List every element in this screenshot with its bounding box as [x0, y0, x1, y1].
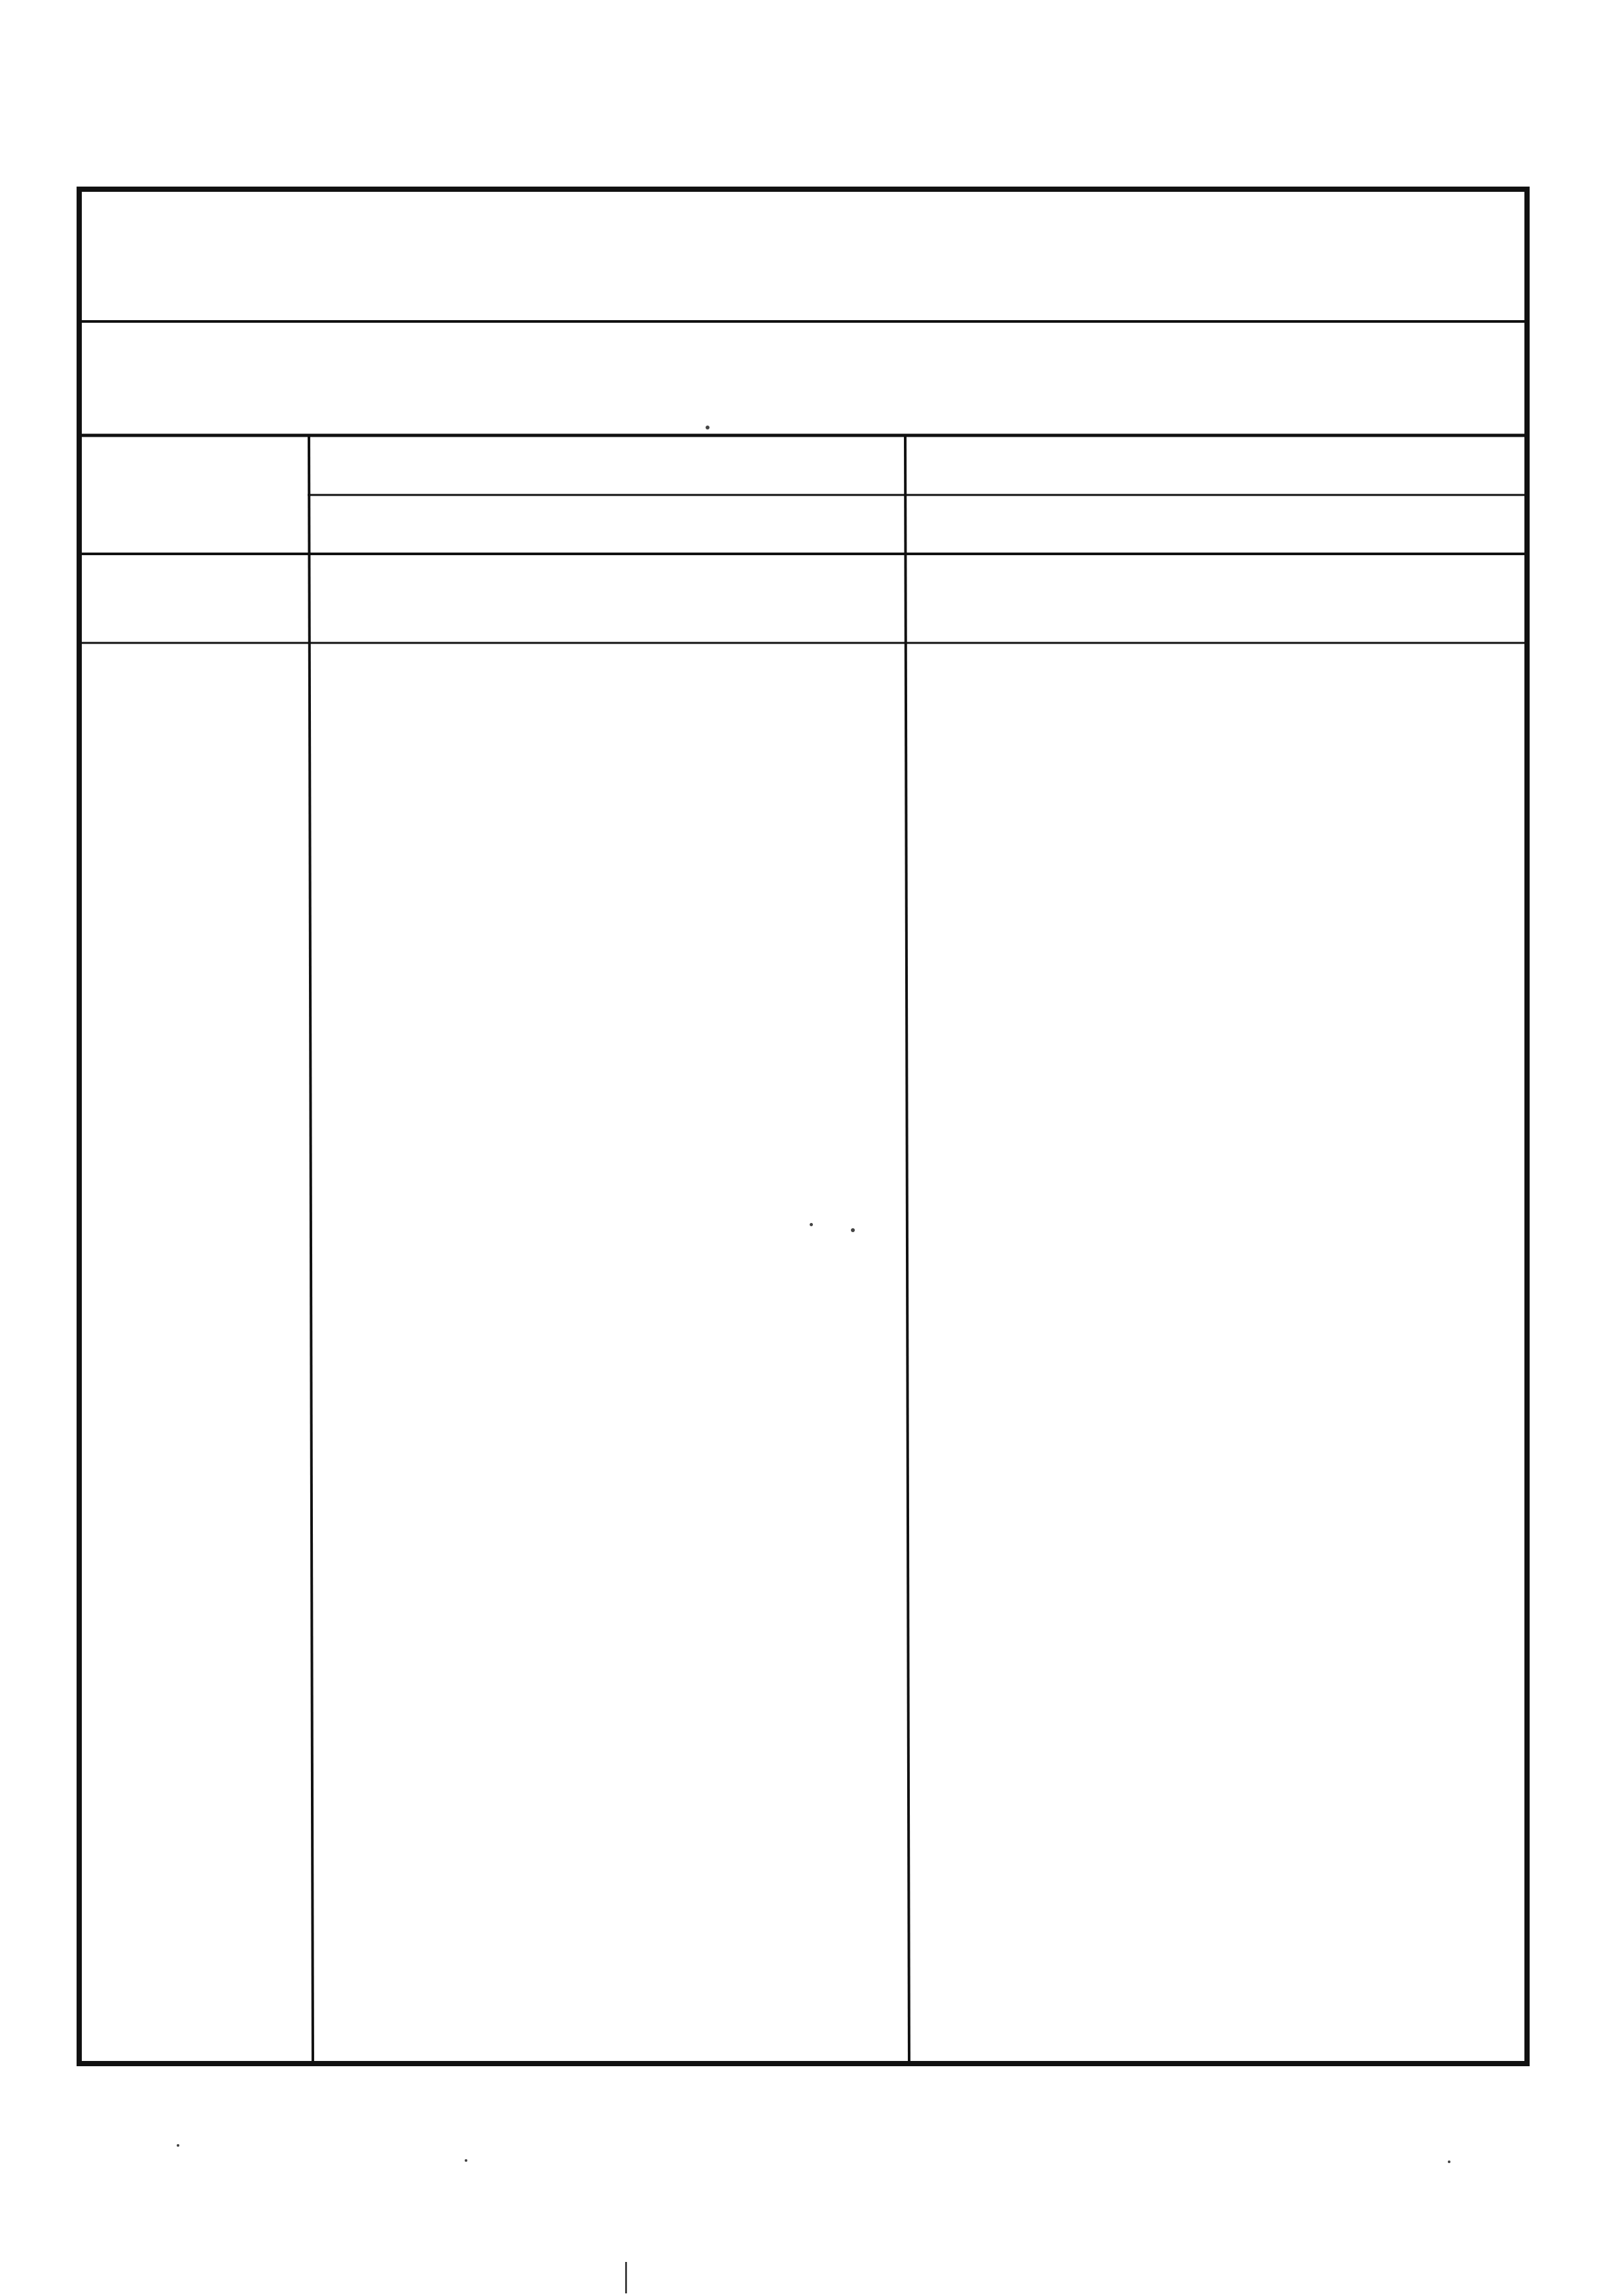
scan-mark: [625, 2262, 627, 2293]
scan-speck: [706, 426, 710, 429]
table-frame: [79, 189, 1527, 2064]
scan-speck: [177, 2144, 179, 2147]
col-divider-1: [309, 435, 313, 2064]
scan-speck: [810, 1223, 813, 1226]
col-divider-2: [905, 435, 909, 2064]
scan-speck: [851, 1228, 855, 1232]
scan-speck: [465, 2159, 467, 2162]
scan-speck: [1448, 2160, 1450, 2163]
